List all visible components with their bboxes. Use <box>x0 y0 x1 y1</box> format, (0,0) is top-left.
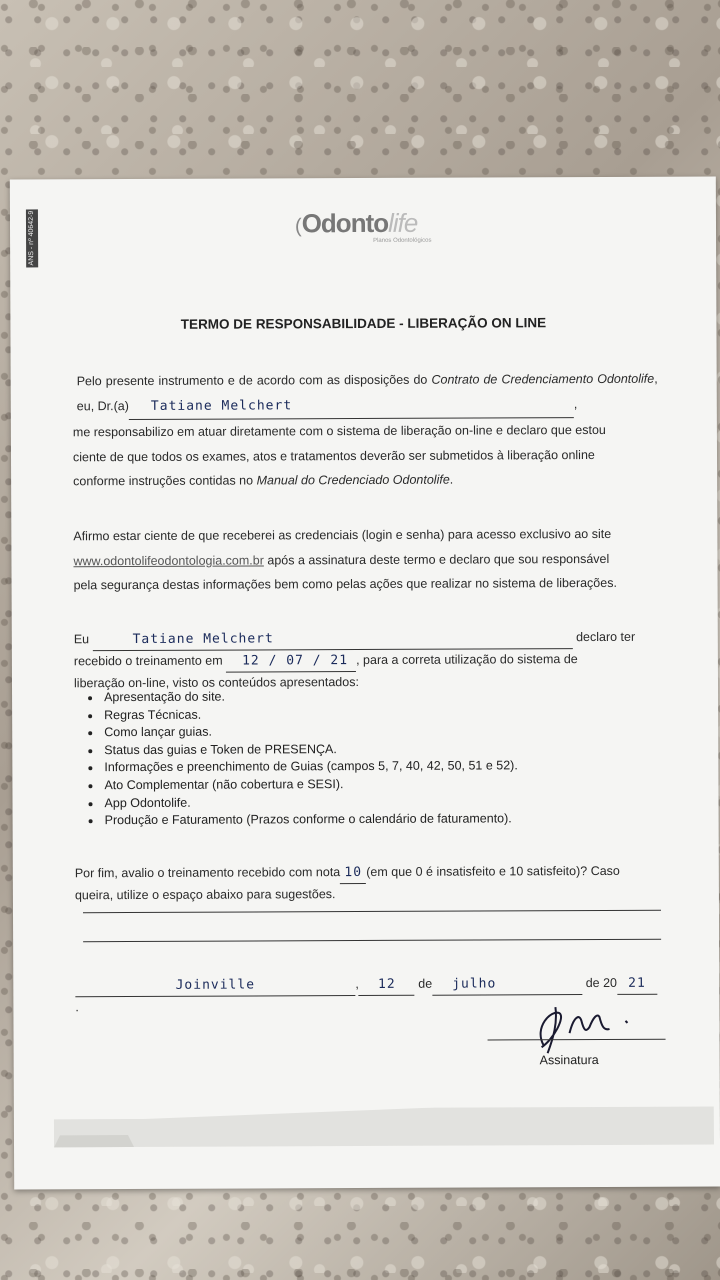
odontolife-logo: (Odontolife Planos Odontológicos <box>294 207 432 244</box>
contract-name: Contrato de Credenciamento Odontolife <box>431 371 655 387</box>
day-field: 12 <box>359 974 415 996</box>
rating-field: 10 <box>340 862 366 884</box>
training-date-field: 12 / 07 / 21 <box>226 650 356 673</box>
list-item: • Status das guias e Token de PRESENÇA. <box>102 740 518 759</box>
place-date-line: Joinville , 12 de julho de 20 21. <box>75 973 660 1018</box>
paragraph-training: Eu Tatiane Melchert declaro ter recebido o treinamento em 12 / 07 / 21 , para a correta utilização do sistema de liberação on-line, visto os conteúdos apresentados: <box>74 627 659 694</box>
document-page <box>10 176 720 1189</box>
month-field: julho <box>432 973 582 996</box>
paragraph-declaration: Pelo presente instrumento e de acordo com as disposições do Contrato de Credenciamento Odontolife, eu, Dr.(a) Tatiane Melchert , me responsabilizo em atuar diretamente com o sistema de liberação on-line e declaro que estou ciente de que todos os exames, atos e tratamentos deverão ser submetidos à liberação online conforme instruções contidas no Manual do Credenciado Odontolife. <box>72 371 658 489</box>
suggestion-line-1 <box>83 910 661 914</box>
trainee-name-field: Tatiane Melchert <box>93 627 573 651</box>
year-field: 21 <box>617 973 657 995</box>
list-item: • Como lançar guias. <box>102 723 518 742</box>
list-item: • Informações e preenchimento de Guias (campos 5, 7, 40, 42, 50, 51 e 52). <box>102 758 518 777</box>
training-topics-list <box>74 687 518 830</box>
dentist-name-field: Tatiane Melchert <box>129 392 574 420</box>
footer-decoration <box>54 1106 714 1149</box>
logo-mark-icon: ( <box>294 215 302 238</box>
handwritten-signature <box>503 987 663 1058</box>
document-title: TERMO DE RESPONSABILIDADE - LIBERAÇÃO ON LINE <box>180 315 547 332</box>
list-item: • App Odontolife. <box>102 793 518 812</box>
city-field: Joinville <box>75 974 355 997</box>
ans-registration-label: ANS - nº 40642-9 <box>26 209 38 267</box>
paragraph-rating: Por fim, avalio o treinamento recebido com nota 10 (em que 0 é insatisfeito e 10 satisfeito)? Caso queira, utilize o espaço abaixo para sugestões. <box>74 863 620 903</box>
website-link[interactable]: www.odontolifeodontologia.com.br <box>73 552 264 568</box>
suggestion-line-2 <box>83 939 661 943</box>
list-item: • Regras Técnicas. <box>102 705 518 724</box>
list-item: • Ato Complementar (não cobertura e SESI). <box>102 775 518 794</box>
paragraph-credentials: Afirmo estar ciente de que receberei as credenciais (login e senha) para acesso exclusivo ao site www.odontolifeodontologia.com.br após a assinatura deste termo e declaro que sou responsável pela segurança destas informações bem como pelas ações que realizar no sistema de liberações. <box>73 526 617 593</box>
signature-label: Assinatura <box>539 1052 599 1068</box>
list-item: • Produção e Faturamento (Prazos conforme o calendário de faturamento). <box>103 810 519 829</box>
list-item: • Apresentação do site. <box>102 687 518 706</box>
